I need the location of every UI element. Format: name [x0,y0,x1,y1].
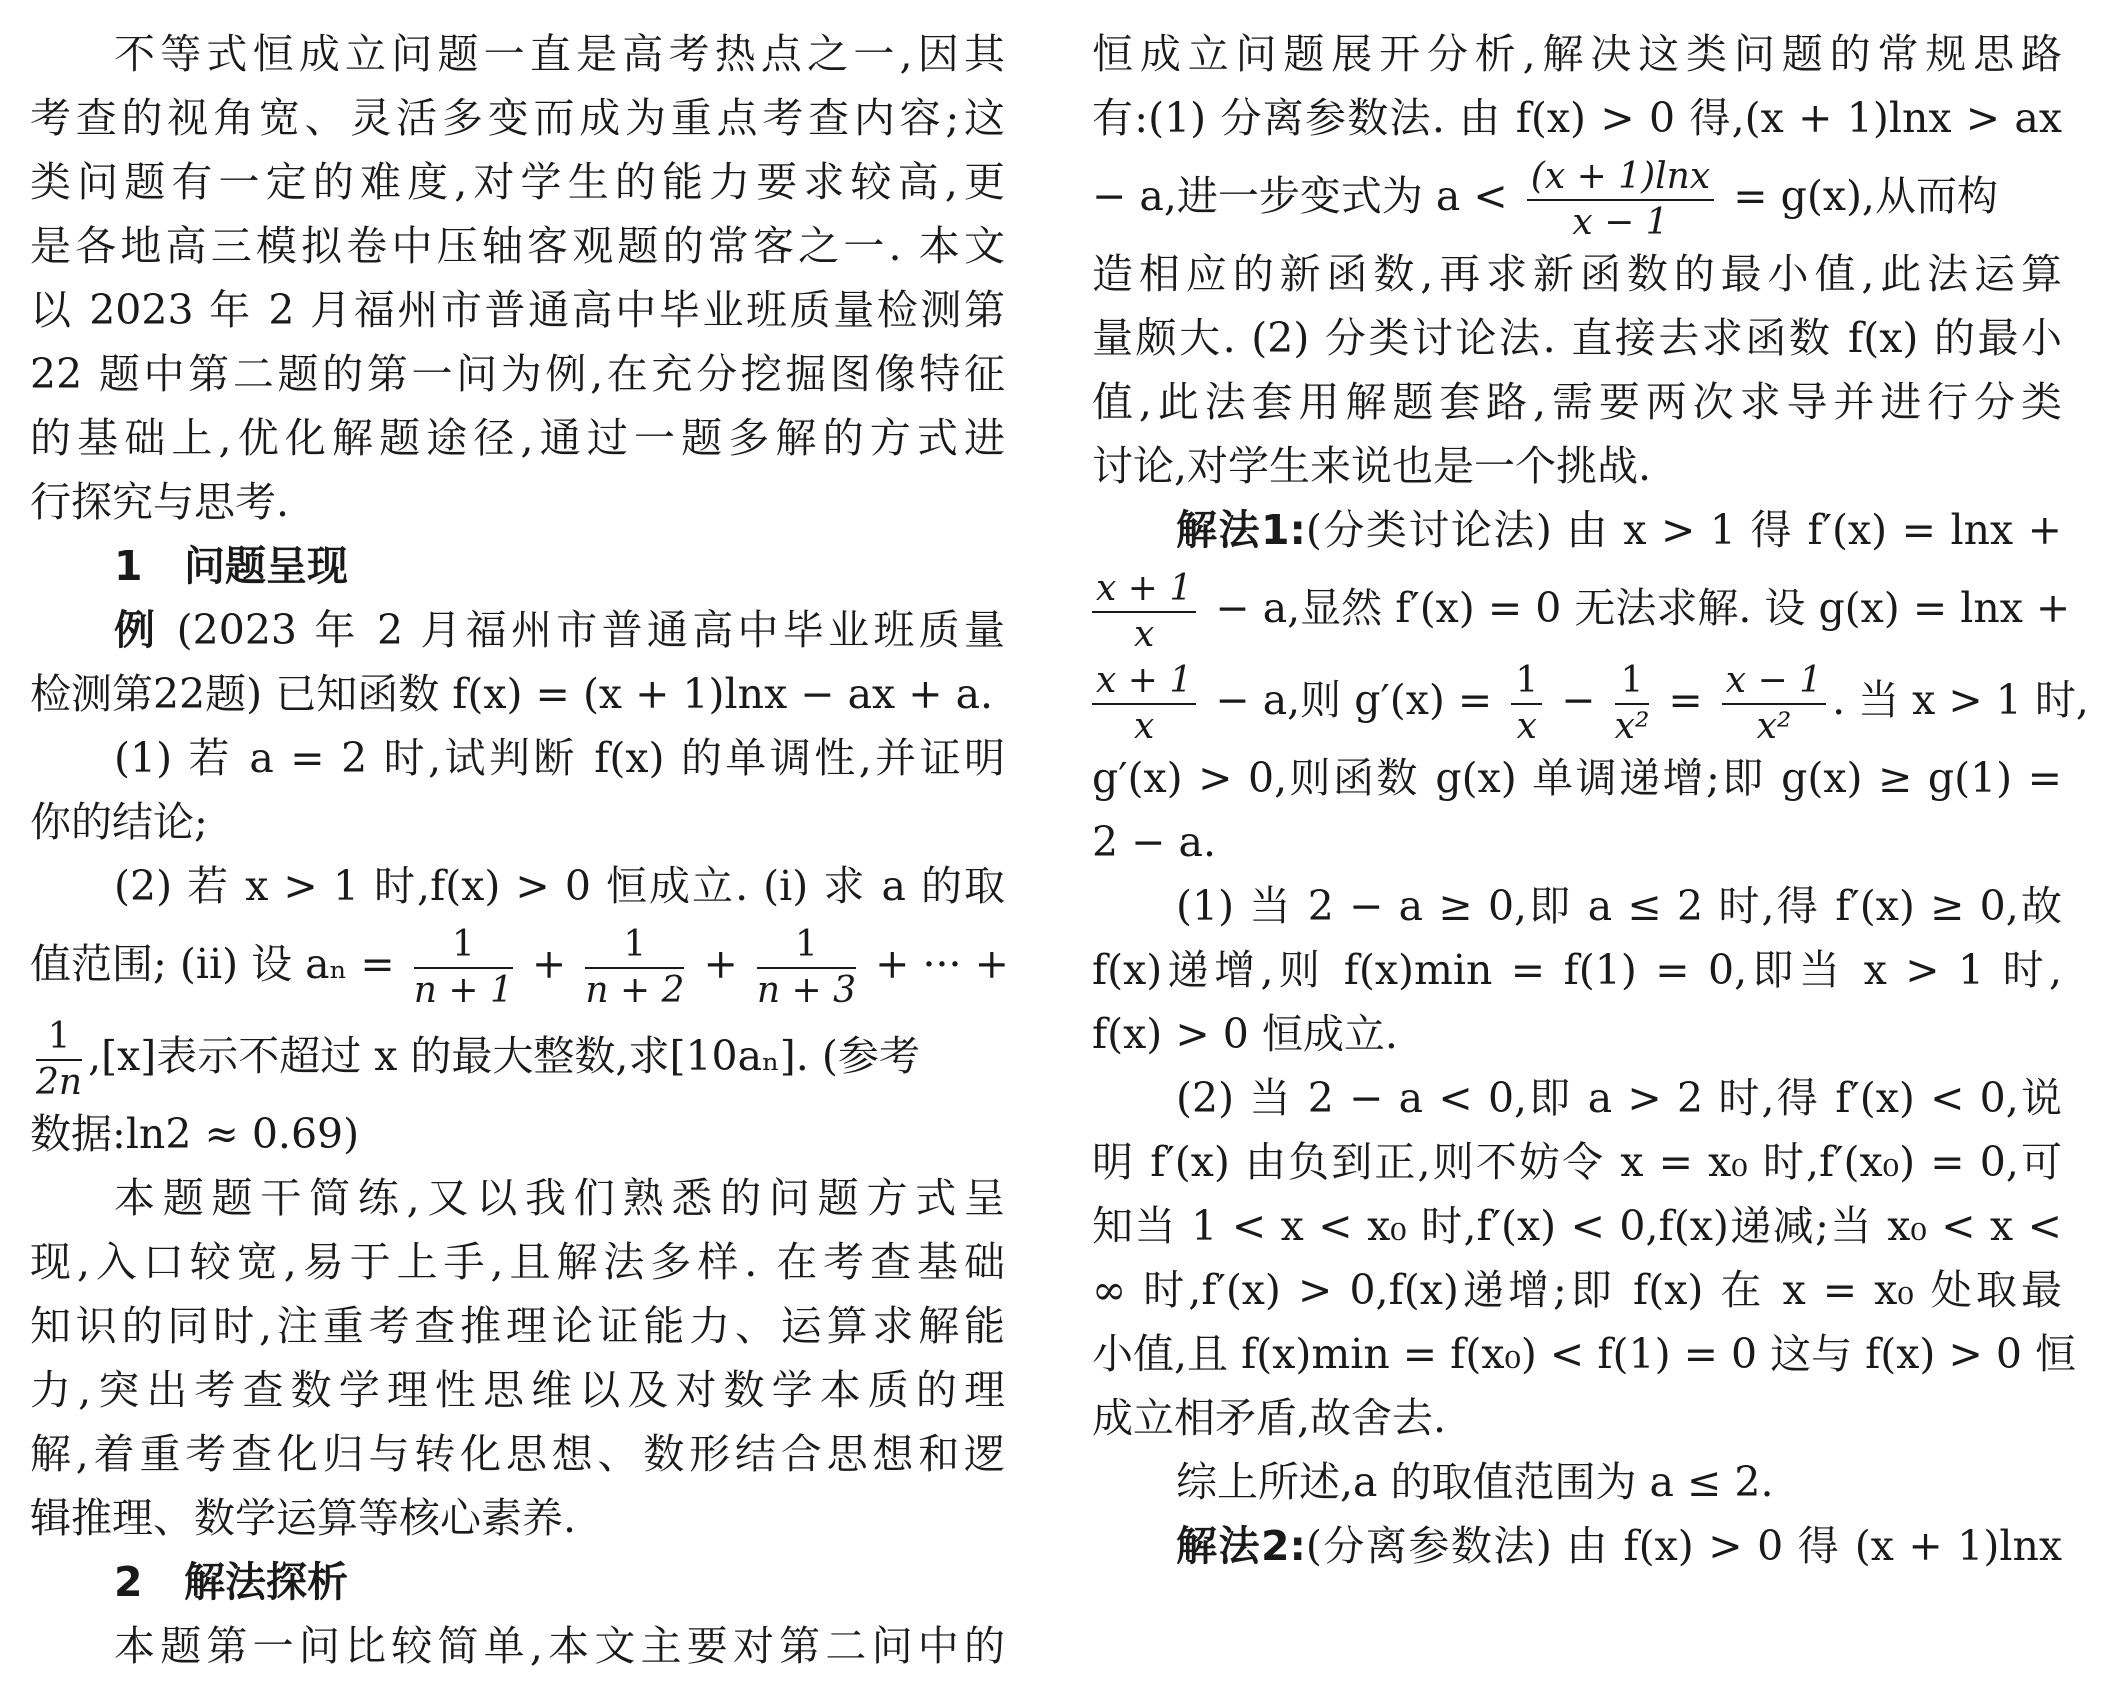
paragraph-line: 类问题有一定的难度,对学生的能力要求较高,更 [30,158,1005,206]
paragraph-line: 本题题干简练,又以我们熟悉的问题方式呈 [114,1174,1005,1222]
case-1-line: (1) 当 2 − a ≥ 0,即 a ≤ 2 时,得 f′(x) ≥ 0,故 [1176,882,2062,930]
example-line: 检测第22题) 已知函数 f(x) = (x + 1)lnx − ax + a. [30,670,994,718]
fraction: $\frac{(x + 1)\ln x}{x - 1}$ [1527,157,1714,242]
method-2-line: 解法2:(分离参数法) 由 f(x) > 0 得 (x + 1)lnx [1176,1522,2062,1570]
case-2-line: (2) 当 2 − a < 0,即 a > 2 时,得 f′(x) < 0,说 [1176,1074,2062,1122]
section-number: 1 [114,542,143,590]
paragraph-line: 以 2023 年 2 月福州市普通高中毕业班质量检测第 [30,286,1005,334]
paragraph-line: 22 题中第二题的第一问为例,在充分挖掘图像特征 [30,350,1005,398]
method-1-line: $\frac{x + 1}{x}$ − a,则 g′(x) = $\frac{1}{x}$ − $\frac{1}{\text{x²}}$ = $\frac{x - 1}{\text{x²}}$ . 当 x > 1 时, [1092,654,2062,746]
question-2-line: 数据:ln2 ≈ 0.69) [30,1110,360,1158]
section-heading-2 [30,1550,1005,1614]
method-1-line: g′(x) > 0,则函数 g(x) 单调递增;即 g(x) ≥ g(1) = [1092,754,2062,802]
left-column [30,22,1009,1678]
question-1-line: 你的结论; [30,798,208,846]
question-2-line: (2) 若 x > 1 时,f(x) > 0 恒成立. (i) 求 a 的取 [114,862,1005,910]
example-label: 例 [114,606,160,654]
section-heading-1 [30,534,1005,598]
paragraph-line: 力,突出考查数学理性思维以及对数学本质的理 [30,1366,1005,1414]
paragraph-line: 讨论,对学生来说也是一个挑战. [1092,442,1652,490]
right-column [1092,22,2089,1578]
paragraph-line: 是各地高三模拟卷中压轴客观题的常客之一. 本文 [30,222,1005,270]
question-2-formula-line: 值范围; (ii) 设 aₙ = $\frac{1}{n + 1}$ + $\frac{1}{n + 2}$ + $\frac{1}{n + 3}$ + ··· + [30,923,1009,1011]
section-number: 2 [114,1558,143,1606]
case-2-line: ∞ 时,f′(x) > 0,f(x)递增;即 f(x) 在 x = x₀ 处取最 [1092,1266,2062,1314]
formula-suffix: + ··· + [875,940,1009,988]
paragraph-line: 不等式恒成立问题一直是高考热点之一,因其 [114,30,1005,78]
paragraph-line: 辑推理、数学运算等核心素养. [30,1494,577,1542]
paragraph-line: 行探究与思考. [30,478,290,526]
case-2-line: 成立相矛盾,故舍去. [1092,1394,1447,1442]
question-2-line: $\frac{1}{2n}$ ,[x]表示不超过 x 的最大整数,求[10aₙ]. (参考 [36,1015,920,1103]
fraction: $\frac{x - 1}{\text{x²}}$ [1722,661,1826,746]
question-1-line: (1) 若 a = 2 时,试判断 f(x) 的单调性,并证明 [114,734,1005,782]
section-title: 解法探析 [184,1558,348,1606]
fraction: $\frac{x + 1}{x}$ [1092,569,1196,654]
paragraph-line: 有:(1) 分离参数法. 由 f(x) > 0 得,(x + 1)lnx > ax [1092,94,2062,142]
formula-line: − a,进一步变式为 a < $\frac{(x + 1)\ln x}{x - 1}$ = g(x),从而构 [1092,155,1998,243]
case-2-line: 小值,且 f(x)min = f(x₀) < f(1) = 0 这与 f(x) > 0 恒 [1092,1330,2076,1378]
fraction: $\frac{1}{2n}$ [36,1015,83,1103]
example-text: (2023 年 2 月福州市普通高中毕业班质量 [176,606,1005,654]
case-1-line: f(x) > 0 恒成立. [1092,1010,1398,1058]
formula-prefix: 值范围; (ii) 设 aₙ = [30,940,395,988]
paragraph-line: 解,着重考查化归与转化思想、数形结合思想和逻 [30,1430,1005,1478]
fraction: $\frac{1}{x}$ [1511,661,1542,746]
method-1-label: 解法1: [1176,506,1306,554]
fraction: $\frac{1}{n + 2}$ [585,923,685,1011]
method-1-line: 2 − a. [1092,818,1216,866]
method-2-label: 解法2: [1176,1522,1306,1570]
paragraph-line: 量颇大. (2) 分类讨论法. 直接去求函数 f(x) 的最小 [1092,314,2062,362]
fraction: $\frac{1}{n + 3}$ [756,923,857,1011]
paragraph-line: 造相应的新函数,再求新函数的最小值,此法运算 [1092,250,2062,298]
paragraph-line: 恒成立问题展开分析,解决这类问题的常规思路 [1092,30,2062,78]
paragraph-line: 知识的同时,注重考查推理论证能力、运算求解能 [30,1302,1005,1350]
case-1-line: f(x)递增,则 f(x)min = f(1) = 0,即当 x > 1 时, [1092,946,2062,994]
fraction: $\frac{x + 1}{x}$ [1092,661,1196,746]
example-line [30,598,1005,662]
method-1-line: 解法1:(分类讨论法) 由 x > 1 得 f′(x) = lnx + [1176,506,2062,554]
fraction: $\frac{1}{\text{x²}}$ [1614,659,1650,747]
case-2-line: 明 f′(x) 由负到正,则不妨令 x = x₀ 时,f′(x₀) = 0,可 [1092,1138,2062,1186]
case-2-line: 知当 1 < x < x₀ 时,f′(x) < 0,f(x)递减;当 x₀ < x < [1092,1202,2062,1250]
paragraph-line: 的基础上,优化解题途径,通过一题多解的方式进 [30,414,1005,462]
fraction: $\frac{1}{n + 1}$ [413,923,513,1011]
method-1-line: $\frac{x + 1}{x}$ − a,显然 f′(x) = 0 无法求解. 设 g(x) = lnx + [1092,562,2062,654]
summary-line: 综上所述,a 的取值范围为 a ≤ 2. [1176,1458,1774,1506]
paragraph-line: 考查的视角宽、灵活多变而成为重点考查内容;这 [30,94,1005,142]
paragraph-line: 现,入口较宽,易于上手,且解法多样. 在考查基础 [30,1238,1005,1286]
paragraph-line: 本题第一问比较简单,本文主要对第二问中的 [114,1622,1005,1670]
section-title: 问题呈现 [184,542,348,590]
paragraph-line: 值,此法套用解题套路,需要两次求导并进行分类 [1092,378,2062,426]
